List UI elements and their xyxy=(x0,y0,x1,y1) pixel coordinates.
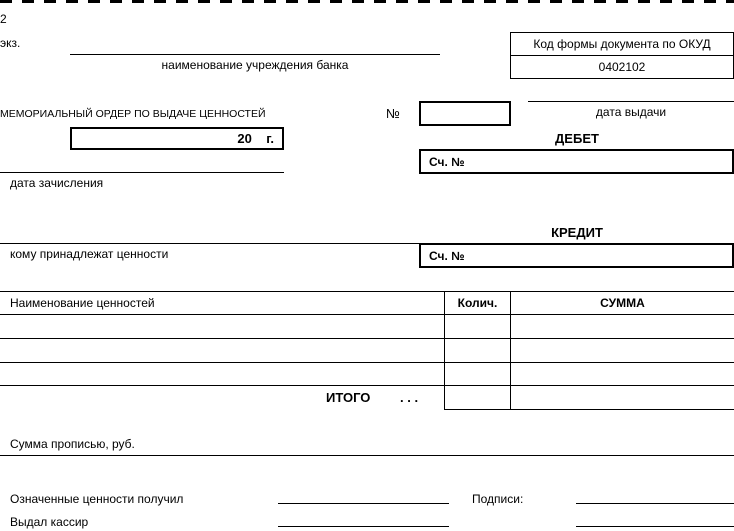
table-row xyxy=(0,385,734,386)
cashier-signature-line[interactable] xyxy=(278,526,449,527)
copies-label: экз. xyxy=(0,36,21,50)
credit-account-label: Сч. № xyxy=(429,249,465,263)
col-qty-header: Колич. xyxy=(457,296,498,310)
sum-column-divider xyxy=(510,291,511,410)
credit-date-caption: дата зачисления xyxy=(10,176,104,190)
bank-name-caption: наименование учреждения банка xyxy=(161,58,349,72)
okud-code: 0402102 xyxy=(598,60,646,74)
okud-box xyxy=(510,32,734,79)
debit-account-label: Сч. № xyxy=(429,155,465,169)
credit-label: КРЕДИТ xyxy=(551,225,603,240)
owner-caption: кому принадлежат ценности xyxy=(10,247,169,261)
number-label: № xyxy=(386,106,400,121)
credit-date-line xyxy=(0,172,284,173)
cut-line xyxy=(0,0,734,3)
order-number-field[interactable] xyxy=(419,101,511,126)
qty-column-divider xyxy=(444,291,445,410)
col-sum-header: СУММА xyxy=(600,296,645,310)
credit-account-field[interactable] xyxy=(419,243,734,268)
table-top-line xyxy=(0,291,734,292)
cashier-label: Выдал кассир xyxy=(10,515,89,529)
signature-line-2[interactable] xyxy=(576,526,734,527)
table-row xyxy=(0,338,734,339)
sum-words-label: Сумма прописью, руб. xyxy=(10,437,135,451)
total-label: ИТОГО xyxy=(326,390,371,405)
total-dots: . . . xyxy=(400,390,419,405)
date-field[interactable] xyxy=(70,127,284,150)
total-bottom-line xyxy=(444,409,734,410)
signature-line[interactable] xyxy=(576,503,734,504)
table-row xyxy=(0,314,734,315)
okud-title: Код формы документа по ОКУД xyxy=(511,33,733,56)
sum-words-line xyxy=(0,455,734,456)
bank-name-line xyxy=(70,54,440,55)
issue-date-caption: дата выдачи xyxy=(595,105,667,119)
table-row xyxy=(0,362,734,363)
order-title: МЕМОРИАЛЬНЫЙ ОРДЕР ПО ВЫДАЧЕ ЦЕННОСТЕЙ xyxy=(0,108,266,120)
col-name-header: Наименование ценностей xyxy=(10,296,155,310)
signatures-label: Подписи: xyxy=(472,492,524,506)
owner-line xyxy=(0,243,420,244)
received-label: Означенные ценности получил xyxy=(10,492,184,506)
received-signature-line[interactable] xyxy=(278,503,449,504)
issue-date-line xyxy=(528,101,734,102)
year-text: 20 г. xyxy=(237,131,274,146)
copy-number: 2 xyxy=(0,12,7,26)
debit-account-field[interactable] xyxy=(419,149,734,174)
debit-label: ДЕБЕТ xyxy=(555,131,599,146)
